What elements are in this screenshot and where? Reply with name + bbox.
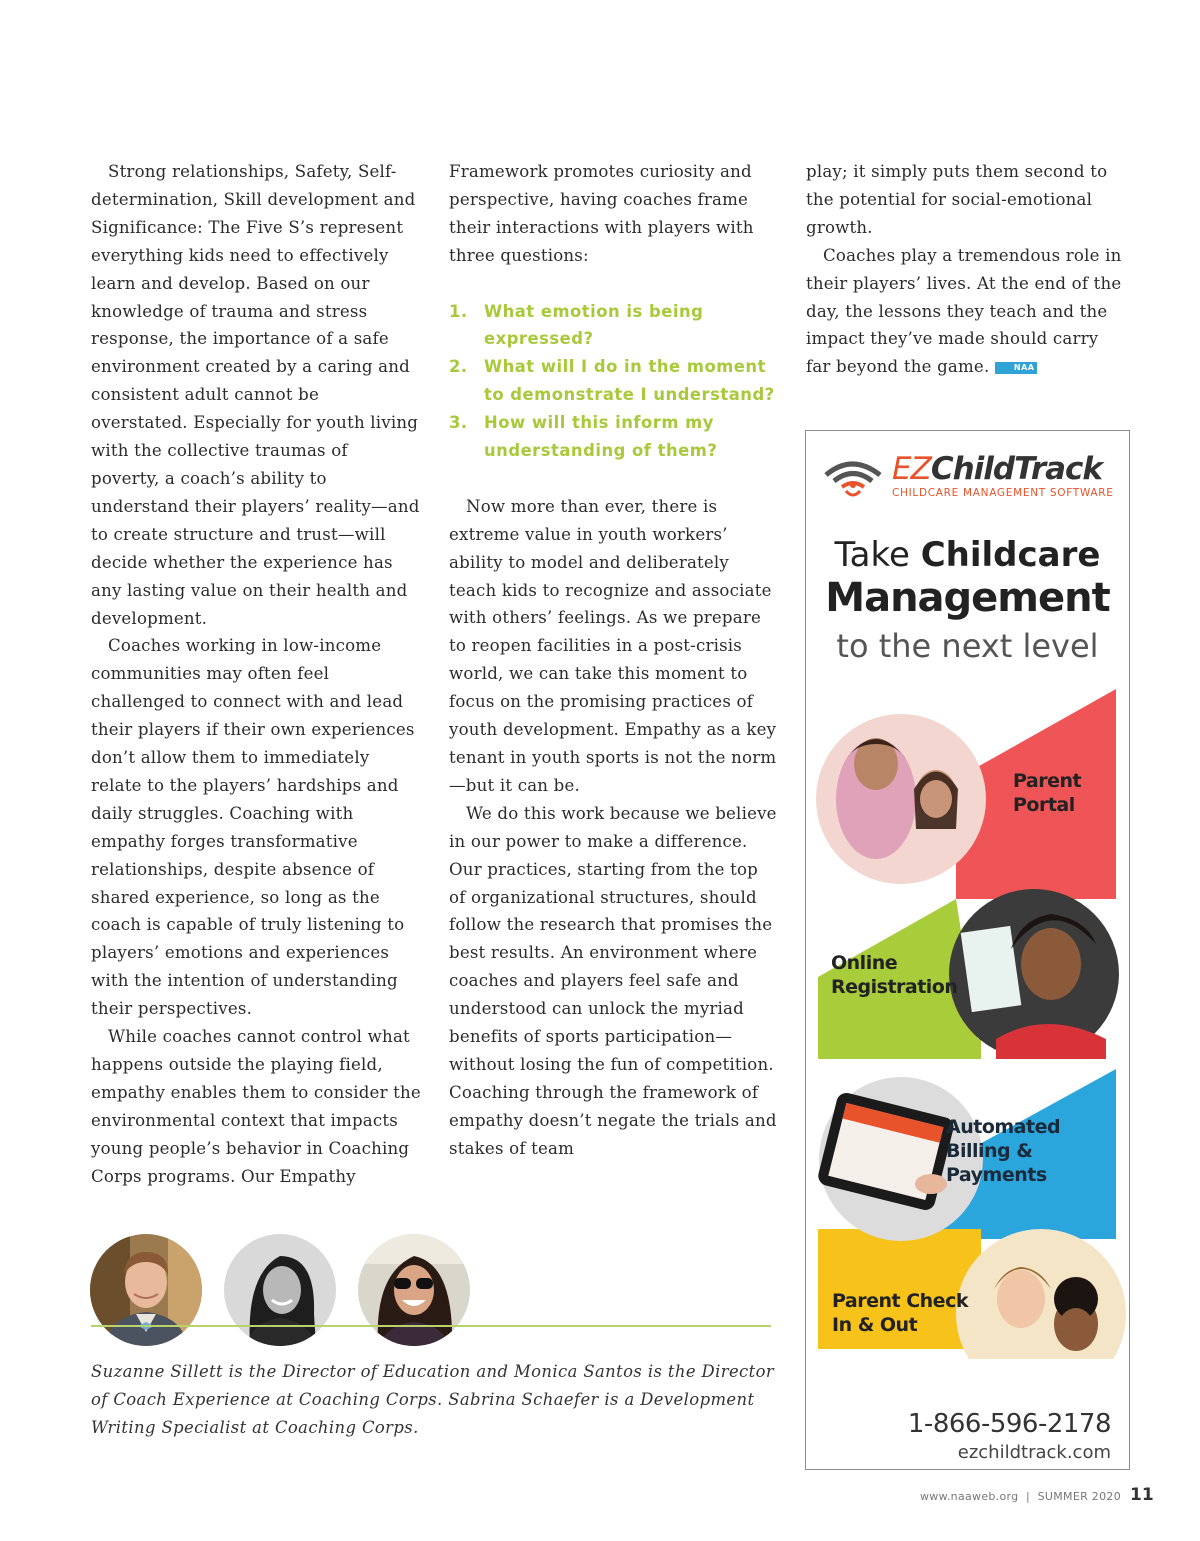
question-item <box>449 298 779 354</box>
divider-rule <box>91 1325 771 1327</box>
author-bio: Suzanne Sillett is the Director of Education and Monica Santos is the Director of Coach Experience at Coaching Corps. Sabrina Schaefer is a Development Writing Specialist at Coaching Corps. <box>91 1362 775 1437</box>
page-number: 11 <box>1130 1485 1154 1505</box>
ad-feature-graphic <box>806 659 1129 1359</box>
brand-name <box>892 451 1102 487</box>
question-number: 3. <box>449 413 468 433</box>
brand-rest: ChildTrack <box>930 451 1103 487</box>
headline-management: Management <box>825 575 1110 621</box>
author-photo-monica <box>224 1234 336 1346</box>
ezchildtrack-advertisement[interactable] <box>805 430 1130 1470</box>
paragraph: Framework promotes curiosity and perspective, having coaches frame their interactions with players with three questions: <box>449 162 754 265</box>
author-photo-suzanne <box>90 1234 202 1346</box>
ad-phone-number[interactable]: 1-866-596-2178 <box>907 1409 1111 1439</box>
paragraph: While coaches cannot control what happens outside the playing field, empathy enables them to consider the environmental context that impacts young people’s behavior in Coaching Corps programs. Our Empathy <box>91 1027 421 1186</box>
footer-url-issue: www.naaweb.org | SUMMER 2020 <box>920 1490 1122 1503</box>
paragraph: Now more than ever, there is extreme value in youth workers’ ability to model and deliberately teach kids to recognize and associate with others’ feelings. As we prepare to reopen facilities in a post-crisis world, we can take this moment to focus on the promising practices of youth development. Empathy as a key tenant in youth sports is not the norm —but it can be. <box>449 496 777 795</box>
feature-line: In & Out <box>832 1314 918 1336</box>
question-number: 2. <box>449 357 468 377</box>
paragraph: We do this work because we believe in our power to make a difference. Our practices, starting from the top of organizational structures, should follow the research that promises the best results. An environment where coaches and players feel safe and understood can unlock the myriad benefits of sports participation—without losing the fun of competition. Coaching through the framework of empathy doesn’t negate the trials and stakes of team <box>449 803 777 1158</box>
ad-headline-line1 <box>806 535 1129 575</box>
question-item <box>449 353 779 409</box>
paragraph <box>806 242 1126 382</box>
feature-parent-check-in-out <box>832 1289 968 1337</box>
author-photo-sabrina <box>358 1234 470 1346</box>
question-item <box>449 409 779 465</box>
headline-next-level: to the next level <box>836 627 1099 665</box>
question-list <box>449 298 779 465</box>
feature-line: Registration <box>831 976 958 998</box>
feature-line: Parent Check <box>832 1290 968 1312</box>
paragraph: play; it simply puts them second to the potential for social-emotional growth. <box>806 162 1108 237</box>
paragraph: Coaches working in low-income communities may often feel challenged to connect with and lead their players if their own experiences don’t allow them to immediately relate to the players’ hardships and daily struggles. Coaching with empathy forges transformative relationships, despite absence of shared experience, so long as the coach is capable of truly listening to players’ emotions and experiences with the intention of understanding their perspectives. <box>91 636 415 1019</box>
paragraph: Strong relationships, Safety, Self-determination, Skill development and Significance: The Five S’s represent everything kids need to effectively learn and develop. Based on our knowledge of trauma and stress response, the importance of a safe environment created by a caring and consistent adult cannot be overstated. Especially for youth living with the collective traumas of poverty, a coach’s ability to understand their players’ reality—and to create structure and trust—will decide whether the experience has any lasting value on their health and development. <box>91 162 420 628</box>
feature-line: Portal <box>1013 794 1075 816</box>
article-column-3 <box>806 158 1126 381</box>
brand-subtitle: CHILDCARE MANAGEMENT SOFTWARE <box>892 487 1114 499</box>
feature-online-registration <box>831 951 957 999</box>
article-column-2 <box>449 158 779 1163</box>
ad-website-link[interactable]: ezchildtrack.com <box>957 1442 1111 1463</box>
end-mark-naa-logo: NAA <box>995 362 1037 374</box>
question-text: What emotion is being expressed? <box>484 301 704 349</box>
brand-ez: EZ <box>892 451 931 487</box>
headline-take: Take <box>834 535 910 575</box>
feature-automated-billing <box>946 1115 1129 1187</box>
headline-childcare: Childcare <box>920 535 1101 575</box>
question-text: What will I do in the moment to demonstrate I understand? <box>484 357 775 405</box>
question-number: 1. <box>449 301 468 321</box>
paragraph-text: Coaches play a tremendous role in their players’ lives. At the end of the day, the lessons they teach and the impact they’ve made should carry far beyond the game. <box>806 245 1122 377</box>
feature-line: Billing & Payments <box>946 1140 1047 1186</box>
feature-parent-portal <box>1013 769 1081 817</box>
question-text: How will this inform my understanding of them? <box>484 413 718 461</box>
feature-line: Online <box>831 952 898 974</box>
article-column-1 <box>91 158 421 1191</box>
feature-line: Parent <box>1013 770 1082 792</box>
feature-line: Automated <box>946 1116 1061 1138</box>
